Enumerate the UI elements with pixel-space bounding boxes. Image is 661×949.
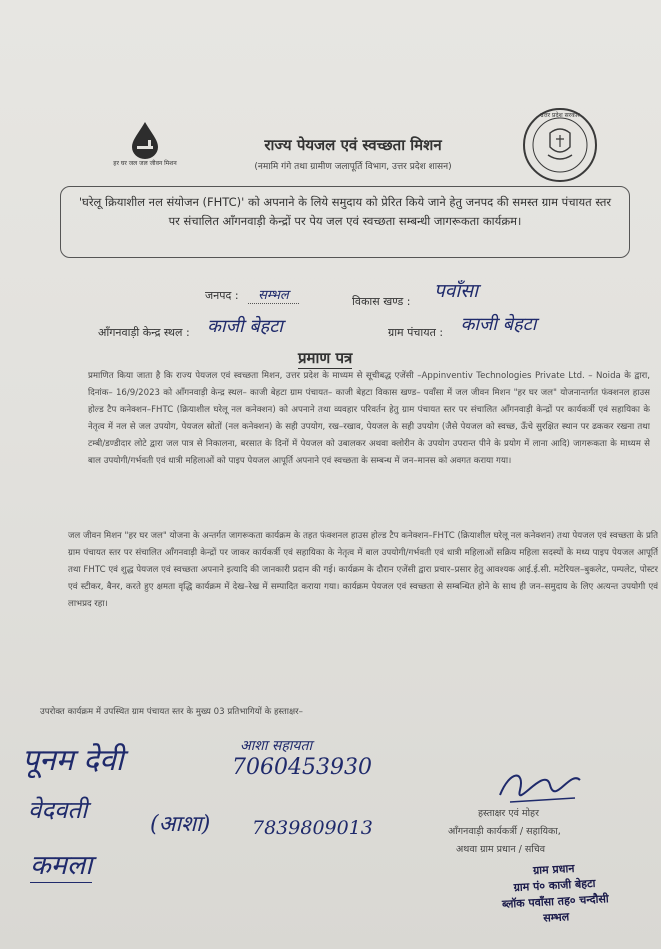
participant-1-role: आशा सहायता bbox=[240, 738, 313, 754]
page-subtitle: (नमामि गंगे तथा ग्रामीण जलापूर्ति विभाग, उत्तर प्रदेश शासन) bbox=[254, 162, 452, 172]
stamp-line-3: ब्लॉक पवाँसा तह० चन्दौसी bbox=[501, 892, 610, 911]
vikas-khand-label: विकास खण्ड : bbox=[352, 295, 411, 308]
panchayat-label: ग्राम पंचायत : bbox=[388, 326, 444, 339]
janpad-value: सम्भल bbox=[248, 288, 299, 304]
stamp-line-1: ग्राम प्रधान bbox=[532, 861, 575, 878]
certificate-paragraph-1: प्रमाणित किया जाता है कि राज्य पेयजल एवं स्वच्छता मिशन, उत्तर प्रदेश के माध्यम से सूचीबद्ध एजेंसी –Appinventiv Technologies Private Ltd. – Noida के द्वारा, दिनांक– 16/9/2023 को आँगनवाड़ी केन्द्र स्थल– काजी बेहटा ग्राम पंचायत– काजी बेहटा विकास खण्ड– पवाँसा में जल जीवन मिशन "हर घर जल" योजनान्तर्गत फंक्शनल हाउस होल्ड टैप कनेक्शन–FHTC (क्रियाशील घरेलू नल कनेक्शन) को अपनाने तथा व्यवहार परिवर्तन हेतु ग्राम पंचायत स्तर पर संचालित आँगनवाड़ी केन्द्रों पर कार्यकर्त्री एवं सहायिका के नेतृत्व में नल से जल उपयोग, पेयजल स्रोतों (नल कनेक्शन) के सही उपयोग, रख–रखाव, पेयजल के सही उपयोग (जैसे पेयजल को स्वच्छ, ऊँचे सुरक्षित स्थान पर ढककर रखना तथा टम्बी/डण्डीदार लोटे द्वारा जल पात्र से निकालना, बरसात के दिनों में पेयजल को उबालकर अथवा क्लोरीन के उपयोग उपरान्त पीने के प्रयोग में लाना आदि) जागरूकता के माध्यम से बाल उपयोगी/गर्भवती एवं धात्री महिलाओं को पाइप पेयजल आपूर्ति अपनाने एवं स्वच्छता के सम्बन्ध में जन–मानस को अवगत कराया गया। bbox=[88, 371, 650, 466]
kendra-field bbox=[98, 318, 283, 342]
janpad-field bbox=[205, 285, 299, 303]
certificate-heading: प्रमाण पत्र bbox=[298, 349, 353, 367]
stamp-line-4: सम्भल bbox=[542, 910, 570, 925]
mission-title bbox=[208, 135, 498, 172]
participant-2-role: (आशा) bbox=[150, 812, 211, 837]
signatory-signature bbox=[490, 760, 590, 810]
kendra-value: काजी बेहटा bbox=[207, 316, 283, 337]
water-drop-icon bbox=[128, 120, 162, 160]
page-title: राज्य पेयजल एवं स्वच्छता मिशन bbox=[264, 136, 442, 154]
participant-1-phone: 7060453930 bbox=[232, 755, 372, 780]
participant-1-name: पूनम देवी bbox=[22, 743, 124, 778]
har-ghar-jal-logo bbox=[110, 120, 180, 167]
participant-3-name: कमला bbox=[30, 845, 92, 883]
participant-2-phone: 7839809013 bbox=[252, 817, 373, 839]
stamp-line-2: ग्राम पं० काजी बेहटा bbox=[513, 876, 596, 895]
program-banner: 'घरेलू क्रियाशील नल संयोजन (FHTC)' को अपनाने के लिये समुदाय को प्रेरित किये जाने हेतु जनपद की समस्त ग्राम पंचायत स्तर पर संचालित आँगनवाड़ी केन्द्रों पर पेय जल एवं स्वच्छता सम्बन्धी जागरूकता कार्यक्रम। bbox=[60, 186, 630, 258]
up-government-emblem bbox=[520, 105, 600, 185]
janpad-label: जनपद : bbox=[205, 289, 239, 302]
panchayat-field bbox=[388, 314, 537, 342]
participants-line: उपरोक्त कार्यक्रम में उपस्थित ग्राम पंचायत स्तर के मुख्य 03 प्रतिभागियों के हस्ताक्षर– bbox=[40, 707, 303, 717]
kendra-label: आँगनवाड़ी केन्द्र स्थल : bbox=[98, 326, 190, 339]
participant-2-name: वेदवती bbox=[28, 796, 88, 824]
vikas-khand-field bbox=[352, 280, 479, 311]
panchayat-value: काजी बेहटा bbox=[460, 314, 537, 335]
left-logo-text: हर घर जल जल जीवन मिशन bbox=[113, 160, 177, 167]
signatory-line-3: अथवा ग्राम प्रधान / सचिव bbox=[456, 844, 546, 855]
signatory-line-1: हस्ताक्षर एवं मोहर bbox=[478, 808, 539, 819]
right-logo-text: उत्तर प्रदेश सरकार bbox=[540, 112, 580, 119]
pradhan-stamp bbox=[468, 858, 641, 931]
vikas-khand-value: पवाँसा bbox=[434, 280, 479, 302]
signatory-line-2: आँगनवाड़ी कार्यकर्त्री / सहायिका, bbox=[448, 826, 561, 837]
certificate-paragraph-2: जल जीवन मिशन "हर घर जल" योजना के अन्तर्गत जागरूकता कार्यक्रम के तहत फंक्शनल हाउस होल्ड टैप कनेक्शन–FHTC (क्रियाशील घरेलू नल कनेक्शन) तथा पेयजल एवं स्वच्छता के प्रति ग्राम पंचायत स्तर पर संचालित आँगनवाड़ी केन्द्रों पर जाकर कार्यकर्त्री एवं सहायिका के नेतृत्व में बाल उपयोगी/गर्भवती एवं धात्री महिलाओं सक्रिय महिला सदस्यों के मध्य पाइप पेयजल आपूर्ति तथा FHTC एवं शुद्ध पेयजल एवं स्वच्छता अपनाने इत्यादि की जानकारी प्रदान की गई। कार्यक्रम के दौरान एजेंसी द्वारा प्रचार–प्रसार हेतु आवश्यक आई.ई.सी. मटेरियल–बुकलेट, पम्पलेट, पोस्टर एवं स्टीकर, बैनर, करते हुए क्षमता वृद्धि कार्यक्रम में देख–रेख में सम्पादित कराया गया। कार्यक्रम पेयजल एवं स्वच्छता से सम्बन्धित होने के साथ ही जन–समुदाय के लिए अत्यन्त उपयोगी एवं लाभप्रद रहा। bbox=[68, 531, 658, 609]
